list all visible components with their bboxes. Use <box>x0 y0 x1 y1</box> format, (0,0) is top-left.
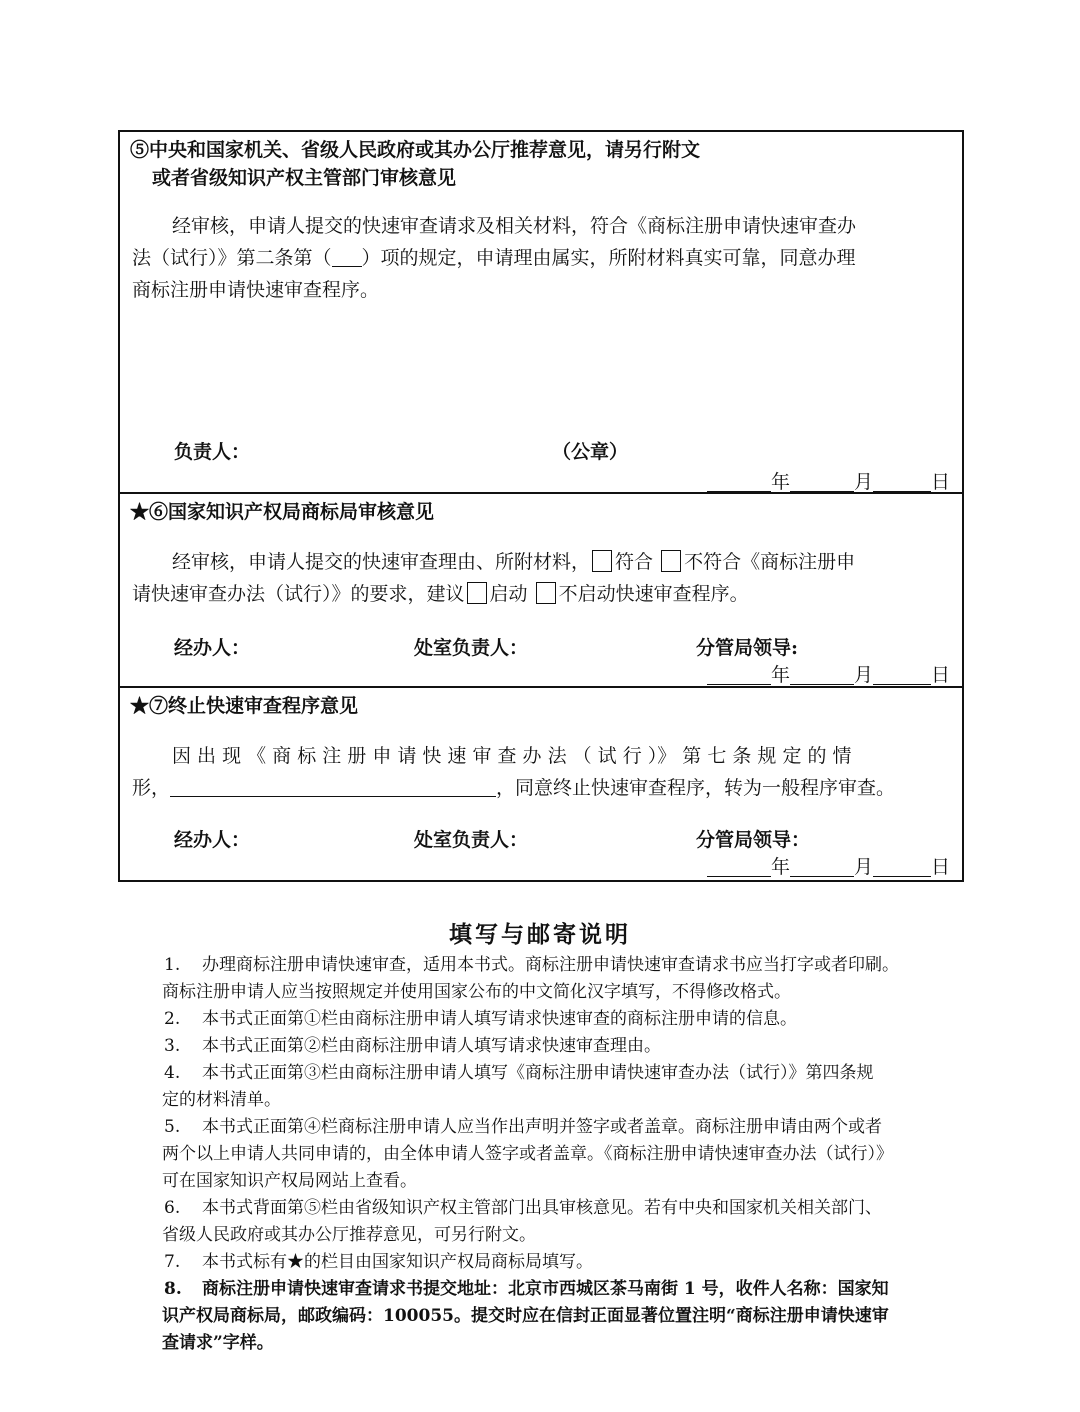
day-blank[interactable] <box>873 662 931 685</box>
section-5-date <box>707 469 950 494</box>
not-start-checkbox[interactable] <box>536 582 556 604</box>
section-5-body-line2-start: 法（试行）》第二条第（ <box>132 247 332 269</box>
instruction-line: 商标注册申请人应当按照规定并使用国家公布的中文简化汉字填写，不得修改格式。 <box>162 982 791 1002</box>
not-start-label: 不启动快速审查程序。 <box>558 583 749 605</box>
instruction-line: 可在国家知识产权局网站上查看。 <box>162 1171 417 1191</box>
section-6-date <box>707 662 950 687</box>
instruction-item <box>164 952 976 1006</box>
month-label: 月 <box>853 471 873 493</box>
section-6-title: ★⑥国家知识产权局商标局审核意见 <box>130 501 435 523</box>
instruction-item <box>164 1060 976 1114</box>
start-label: 启动 <box>489 583 528 605</box>
section-6-body-line2 <box>132 578 950 610</box>
handler-label: 经办人： <box>174 637 251 659</box>
day-label: 日 <box>930 664 950 686</box>
instruction-text: 本书式正面第①栏由商标注册申请人填写请求快速审查的商标注册申请的信息。 <box>202 1009 797 1029</box>
section-6-body-line2-text: 请快速审查办法（试行）》的要求，建议 <box>132 583 465 605</box>
year-label: 年 <box>770 664 790 686</box>
month-blank[interactable] <box>790 469 854 492</box>
instruction-line <box>164 952 976 979</box>
instruction-number: 5. <box>164 1117 181 1137</box>
month-label: 月 <box>853 664 873 686</box>
instruction-line: 查请求”字样。 <box>162 1333 274 1353</box>
section-7-title: ★⑦终止快速审查程序意见 <box>130 695 359 717</box>
section-5-provincial-review <box>120 132 962 494</box>
instruction-line <box>164 1114 976 1141</box>
month-blank[interactable] <box>790 662 854 685</box>
not-conform-checkbox[interactable] <box>661 550 681 572</box>
section-6-body-line1-text: 经审核，申请人提交的快速审查理由、所附材料， <box>172 551 591 573</box>
day-label: 日 <box>930 471 950 493</box>
instruction-text: 本书式背面第⑤栏由省级知识产权主管部门出具审核意见。若有中央和国家机关相关部门、 <box>202 1198 882 1218</box>
section-5-body-line1: 经审核，申请人提交的快速审查请求及相关材料，符合《商标注册申请快速审查办 <box>172 215 857 237</box>
instruction-line <box>164 1249 976 1276</box>
conform-label: 符合 <box>615 551 654 573</box>
notes-title: 填写与邮寄说明 <box>449 921 631 948</box>
instruction-line: 两个以上申请人共同申请的，由全体申请人签字或者盖章。《商标注册申请快速审查办法（试行）》 <box>162 1144 893 1164</box>
section-7-body <box>132 740 950 804</box>
responsible-person-label: 负责人： <box>174 441 251 463</box>
instruction-number: 3. <box>164 1036 181 1056</box>
handler-label: 经办人： <box>174 829 251 851</box>
review-form-table <box>118 130 964 882</box>
section-5-body <box>132 210 950 306</box>
month-blank[interactable] <box>790 854 854 877</box>
instruction-item <box>164 1033 976 1060</box>
section-7-date <box>707 854 950 879</box>
instruction-line <box>164 1195 976 1222</box>
instruction-text: 本书式正面第②栏由商标注册申请人填写请求快速审查理由。 <box>202 1036 661 1056</box>
section-5-body-line2-end: ）项的规定，申请理由属实，所附材料真实可靠，同意办理 <box>361 247 856 269</box>
instruction-line: 识产权局商标局，邮政编码：100055。提交时应在信封正面显著位置注明“商标注册申请快速审 <box>162 1306 889 1326</box>
instruction-line <box>164 1276 976 1303</box>
section-6-trademark-office-review <box>120 494 962 688</box>
section-7-body-line2 <box>132 772 950 804</box>
section-5-body-line3: 商标注册申请快速审查程序。 <box>132 279 380 301</box>
instruction-number: 4. <box>164 1063 181 1083</box>
section-5-body-line2 <box>132 242 950 274</box>
day-blank[interactable] <box>873 854 931 877</box>
day-blank[interactable] <box>873 469 931 492</box>
instruction-item <box>164 1276 976 1357</box>
instruction-line <box>164 1060 976 1087</box>
instruction-text: 本书式正面第④栏商标注册申请人应当作出声明并签字或者盖章。商标注册申请由两个或者 <box>202 1117 882 1137</box>
year-label: 年 <box>770 856 790 878</box>
instruction-line: 定的材料清单。 <box>162 1090 281 1110</box>
section-7-termination <box>120 688 962 882</box>
section-5-title-line1: ⑤中央和国家机关、省级人民政府或其办公厅推荐意见，请另行附文 <box>130 139 701 161</box>
section-5-title-line2: 或者省级知识产权主管部门审核意见 <box>152 167 457 189</box>
not-conform-label: 不符合《商标注册申 <box>684 551 856 573</box>
start-checkbox[interactable] <box>467 582 487 604</box>
section-7-body-line1: 因 出 现 《 商 标 注 册 申 请 快 速 审 查 办 法 （ 试 行 ）》 第 七 条 规 定 的 情 <box>172 745 852 767</box>
instruction-item <box>164 1114 976 1195</box>
year-blank[interactable] <box>707 469 771 492</box>
section-6-body-line1 <box>132 546 950 578</box>
instruction-text: 办理商标注册申请快速审查，适用本书式。商标注册申请快速审查请求书应当打字或者印刷。 <box>202 955 899 975</box>
year-blank[interactable] <box>707 662 771 685</box>
office-head-label: 处室负责人： <box>414 829 529 851</box>
official-seal-label: （公章） <box>552 441 629 463</box>
article-item-blank[interactable] <box>332 246 362 267</box>
month-label: 月 <box>853 856 873 878</box>
instruction-line: 省级人民政府或其办公厅推荐意见，可另行附文。 <box>162 1225 536 1245</box>
instruction-item <box>164 1006 976 1033</box>
instruction-text: 本书式标有★的栏目由国家知识产权局商标局填写。 <box>202 1252 593 1272</box>
instruction-number: 7. <box>164 1252 181 1272</box>
day-label: 日 <box>930 856 950 878</box>
instruction-text: 本书式正面第③栏由商标注册申请人填写《商标注册申请快速审查办法（试行）》第四条规 <box>202 1063 874 1083</box>
instruction-number: 6. <box>164 1198 181 1218</box>
section-7-body-line2-start: 形， <box>132 777 171 799</box>
instruction-number: 1. <box>164 955 181 975</box>
instruction-number: 8. <box>164 1279 182 1299</box>
leader-label: 分管局领导： <box>696 829 811 851</box>
instruction-text: 商标注册申请快速审查请求书提交地址：北京市西城区茶马南街 1 号，收件人名称：国家知 <box>202 1279 889 1299</box>
instruction-number: 2. <box>164 1009 181 1029</box>
instruction-line <box>164 1006 976 1033</box>
year-label: 年 <box>770 471 790 493</box>
office-head-label: 处室负责人： <box>414 637 529 659</box>
year-blank[interactable] <box>707 854 771 877</box>
leader-label: 分管局领导: <box>696 637 799 659</box>
section-6-body <box>132 546 950 610</box>
conform-checkbox[interactable] <box>592 550 612 572</box>
section-7-body-line2-end: ，同意终止快速审查程序，转为一般程序审查。 <box>496 777 896 799</box>
filing-instructions <box>164 952 976 1357</box>
instruction-item <box>164 1249 976 1276</box>
instruction-item <box>164 1195 976 1249</box>
instruction-line <box>164 1033 976 1060</box>
termination-reason-blank[interactable] <box>170 776 496 797</box>
